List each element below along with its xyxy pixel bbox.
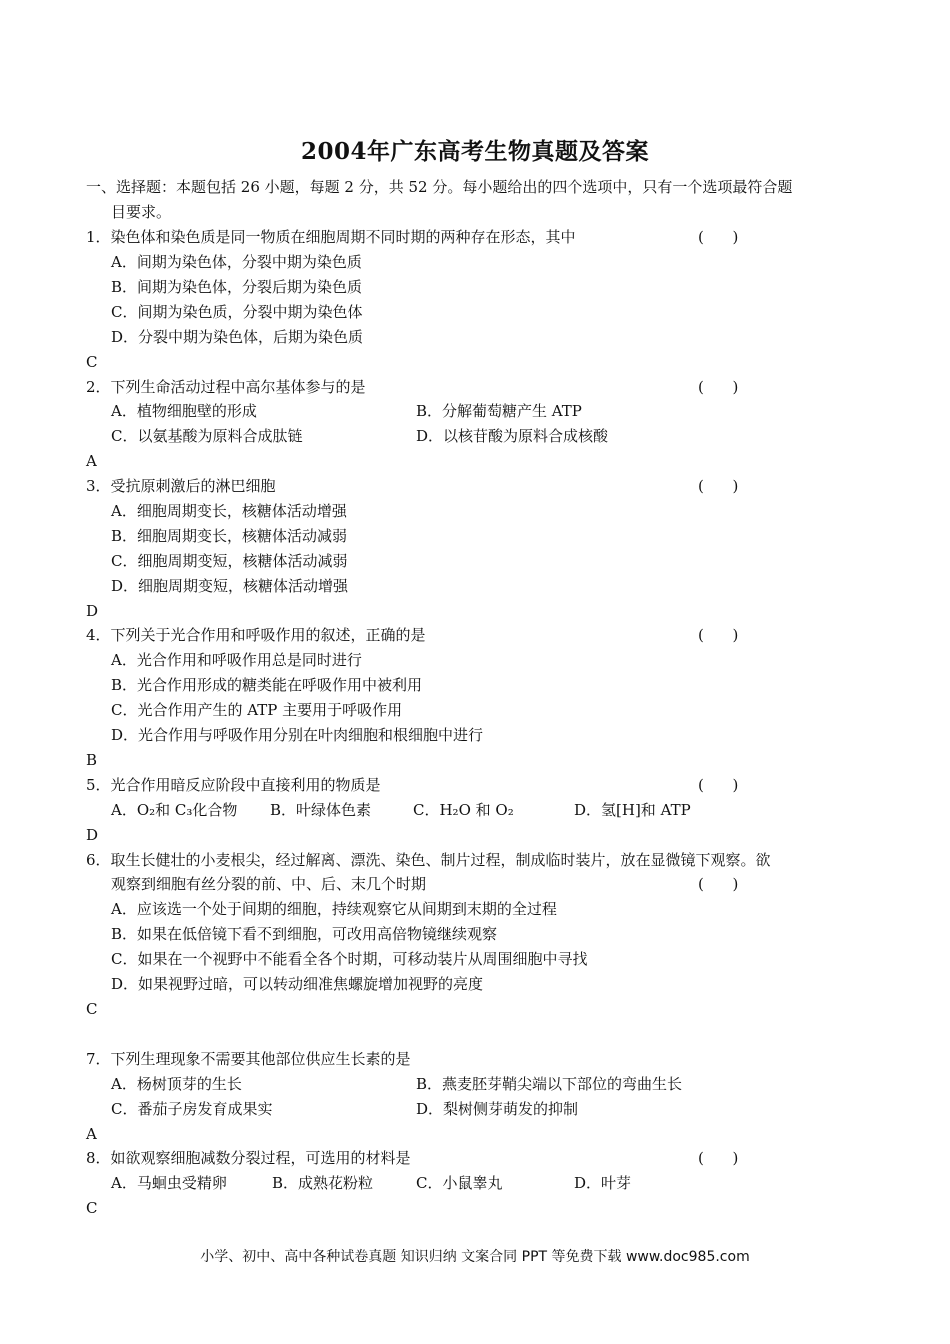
question-6-answer: C bbox=[86, 1000, 98, 1018]
answer-blank: ( ) bbox=[698, 378, 739, 396]
question-2-option-b: B．分解葡萄糖产生 ATP bbox=[416, 402, 582, 420]
question-2-option-a: A．植物细胞壁的形成 bbox=[111, 402, 257, 420]
section-instructions: 一、选择题：本题包括 26 小题，每题 2 分，共 52 分。每小题给出的四个选项中，只有一个选项最符合题 bbox=[86, 178, 793, 196]
answer-blank: ( ) bbox=[698, 875, 739, 893]
question-1-option-d: D．分裂中期为染色体，后期为染色质 bbox=[111, 328, 364, 346]
question-5-option-d: D．氢[H]和 ATP bbox=[574, 801, 691, 819]
question-7-stem: 7．下列生理现象不需要其他部位供应生长素的是 bbox=[86, 1050, 411, 1068]
question-2-option-c: C．以氨基酸为原料合成肽链 bbox=[111, 427, 303, 445]
question-5-stem: 5．光合作用暗反应阶段中直接利用的物质是 bbox=[86, 776, 381, 794]
question-7-answer: A bbox=[86, 1125, 97, 1143]
question-6-stem: 6．取生长健壮的小麦根尖，经过解离、漂洗、染色、制片过程，制成临时装片，放在显微镜下观察。欲 bbox=[86, 851, 771, 869]
question-4-option-a: A．光合作用和呼吸作用总是同时进行 bbox=[111, 651, 362, 669]
answer-blank: ( ) bbox=[698, 228, 739, 246]
question-8-option-c: C．小鼠睾丸 bbox=[416, 1174, 503, 1192]
question-1-option-a: A．间期为染色体，分裂中期为染色质 bbox=[111, 253, 362, 271]
question-3-option-c: C．细胞周期变短，核糖体活动减弱 bbox=[111, 552, 348, 570]
question-5-option-c: C．H₂O 和 O₂ bbox=[413, 801, 514, 819]
question-3-option-d: D．细胞周期变短，核糖体活动增强 bbox=[111, 577, 349, 595]
question-7-option-c: C．番茄子房发育成果实 bbox=[111, 1100, 273, 1118]
question-5-option-b: B．叶绿体色素 bbox=[270, 801, 372, 819]
question-2-answer: A bbox=[86, 452, 97, 470]
question-8-option-b: B．成熟花粉粒 bbox=[272, 1174, 374, 1192]
answer-blank: ( ) bbox=[698, 477, 739, 495]
question-6-option-b: B．如果在低倍镜下看不到细胞，可改用高倍物镜继续观察 bbox=[111, 925, 498, 943]
question-3-option-b: B．细胞周期变长，核糖体活动减弱 bbox=[111, 527, 348, 545]
page-footer: 小学、初中、高中各种试卷真题 知识归纳 文案合同 PPT 等免费下载 www.doc985.com bbox=[200, 1249, 750, 1265]
question-4-answer: B bbox=[86, 751, 98, 769]
question-1-option-b: B．间期为染色体，分裂后期为染色质 bbox=[111, 278, 363, 296]
question-1-option-c: C．间期为染色质，分裂中期为染色体 bbox=[111, 303, 363, 321]
question-5-answer: D bbox=[86, 826, 99, 844]
question-4-option-b: B．光合作用形成的糖类能在呼吸作用中被利用 bbox=[111, 676, 423, 694]
question-7-option-b: B．燕麦胚芽鞘尖端以下部位的弯曲生长 bbox=[416, 1075, 683, 1093]
section-instructions-cont: 目要求。 bbox=[111, 203, 172, 221]
page-title: 2004年广东高考生物真题及答案 bbox=[300, 138, 649, 165]
question-1-stem: 1．染色体和染色质是同一物质在细胞周期不同时期的两种存在形态，其中 bbox=[86, 228, 576, 246]
answer-blank: ( ) bbox=[698, 626, 739, 644]
question-2-option-d: D．以核苷酸为原料合成核酸 bbox=[416, 427, 609, 445]
question-6-option-d: D．如果视野过暗，可以转动细准焦螺旋增加视野的亮度 bbox=[111, 975, 484, 993]
question-1-answer: C bbox=[86, 353, 98, 371]
question-7-option-a: A．杨树顶芽的生长 bbox=[111, 1075, 242, 1093]
question-8-option-d: D．叶芽 bbox=[574, 1174, 632, 1192]
question-8-option-a: A．马蛔虫受精卵 bbox=[111, 1174, 227, 1192]
answer-blank: ( ) bbox=[698, 1149, 739, 1167]
question-3-stem: 3．受抗原刺激后的淋巴细胞 bbox=[86, 477, 276, 495]
question-3-option-a: A．细胞周期变长，核糖体活动增强 bbox=[111, 502, 347, 520]
question-5-option-a: A．O₂和 C₃化合物 bbox=[111, 801, 238, 819]
question-6-option-a: A．应该选一个处于间期的细胞，持续观察它从间期到末期的全过程 bbox=[111, 900, 557, 918]
question-6-option-c: C．如果在一个视野中不能看全各个时期，可移动装片从周围细胞中寻找 bbox=[111, 950, 588, 968]
question-3-answer: D bbox=[86, 602, 99, 620]
question-7-option-d: D．梨树侧芽萌发的抑制 bbox=[416, 1100, 579, 1118]
question-8-answer: C bbox=[86, 1199, 98, 1217]
question-4-option-d: D．光合作用与呼吸作用分别在叶肉细胞和根细胞中进行 bbox=[111, 726, 484, 744]
question-2-stem: 2．下列生命活动过程中高尔基体参与的是 bbox=[86, 378, 366, 396]
question-6-stem-cont: 观察到细胞有丝分裂的前、中、后、末几个时期 bbox=[111, 875, 427, 893]
question-4-stem: 4．下列关于光合作用和呼吸作用的叙述，正确的是 bbox=[86, 626, 426, 644]
question-4-option-c: C．光合作用产生的 ATP 主要用于呼吸作用 bbox=[111, 701, 403, 719]
answer-blank: ( ) bbox=[698, 776, 739, 794]
question-8-stem: 8．如欲观察细胞减数分裂过程，可选用的材料是 bbox=[86, 1149, 411, 1167]
